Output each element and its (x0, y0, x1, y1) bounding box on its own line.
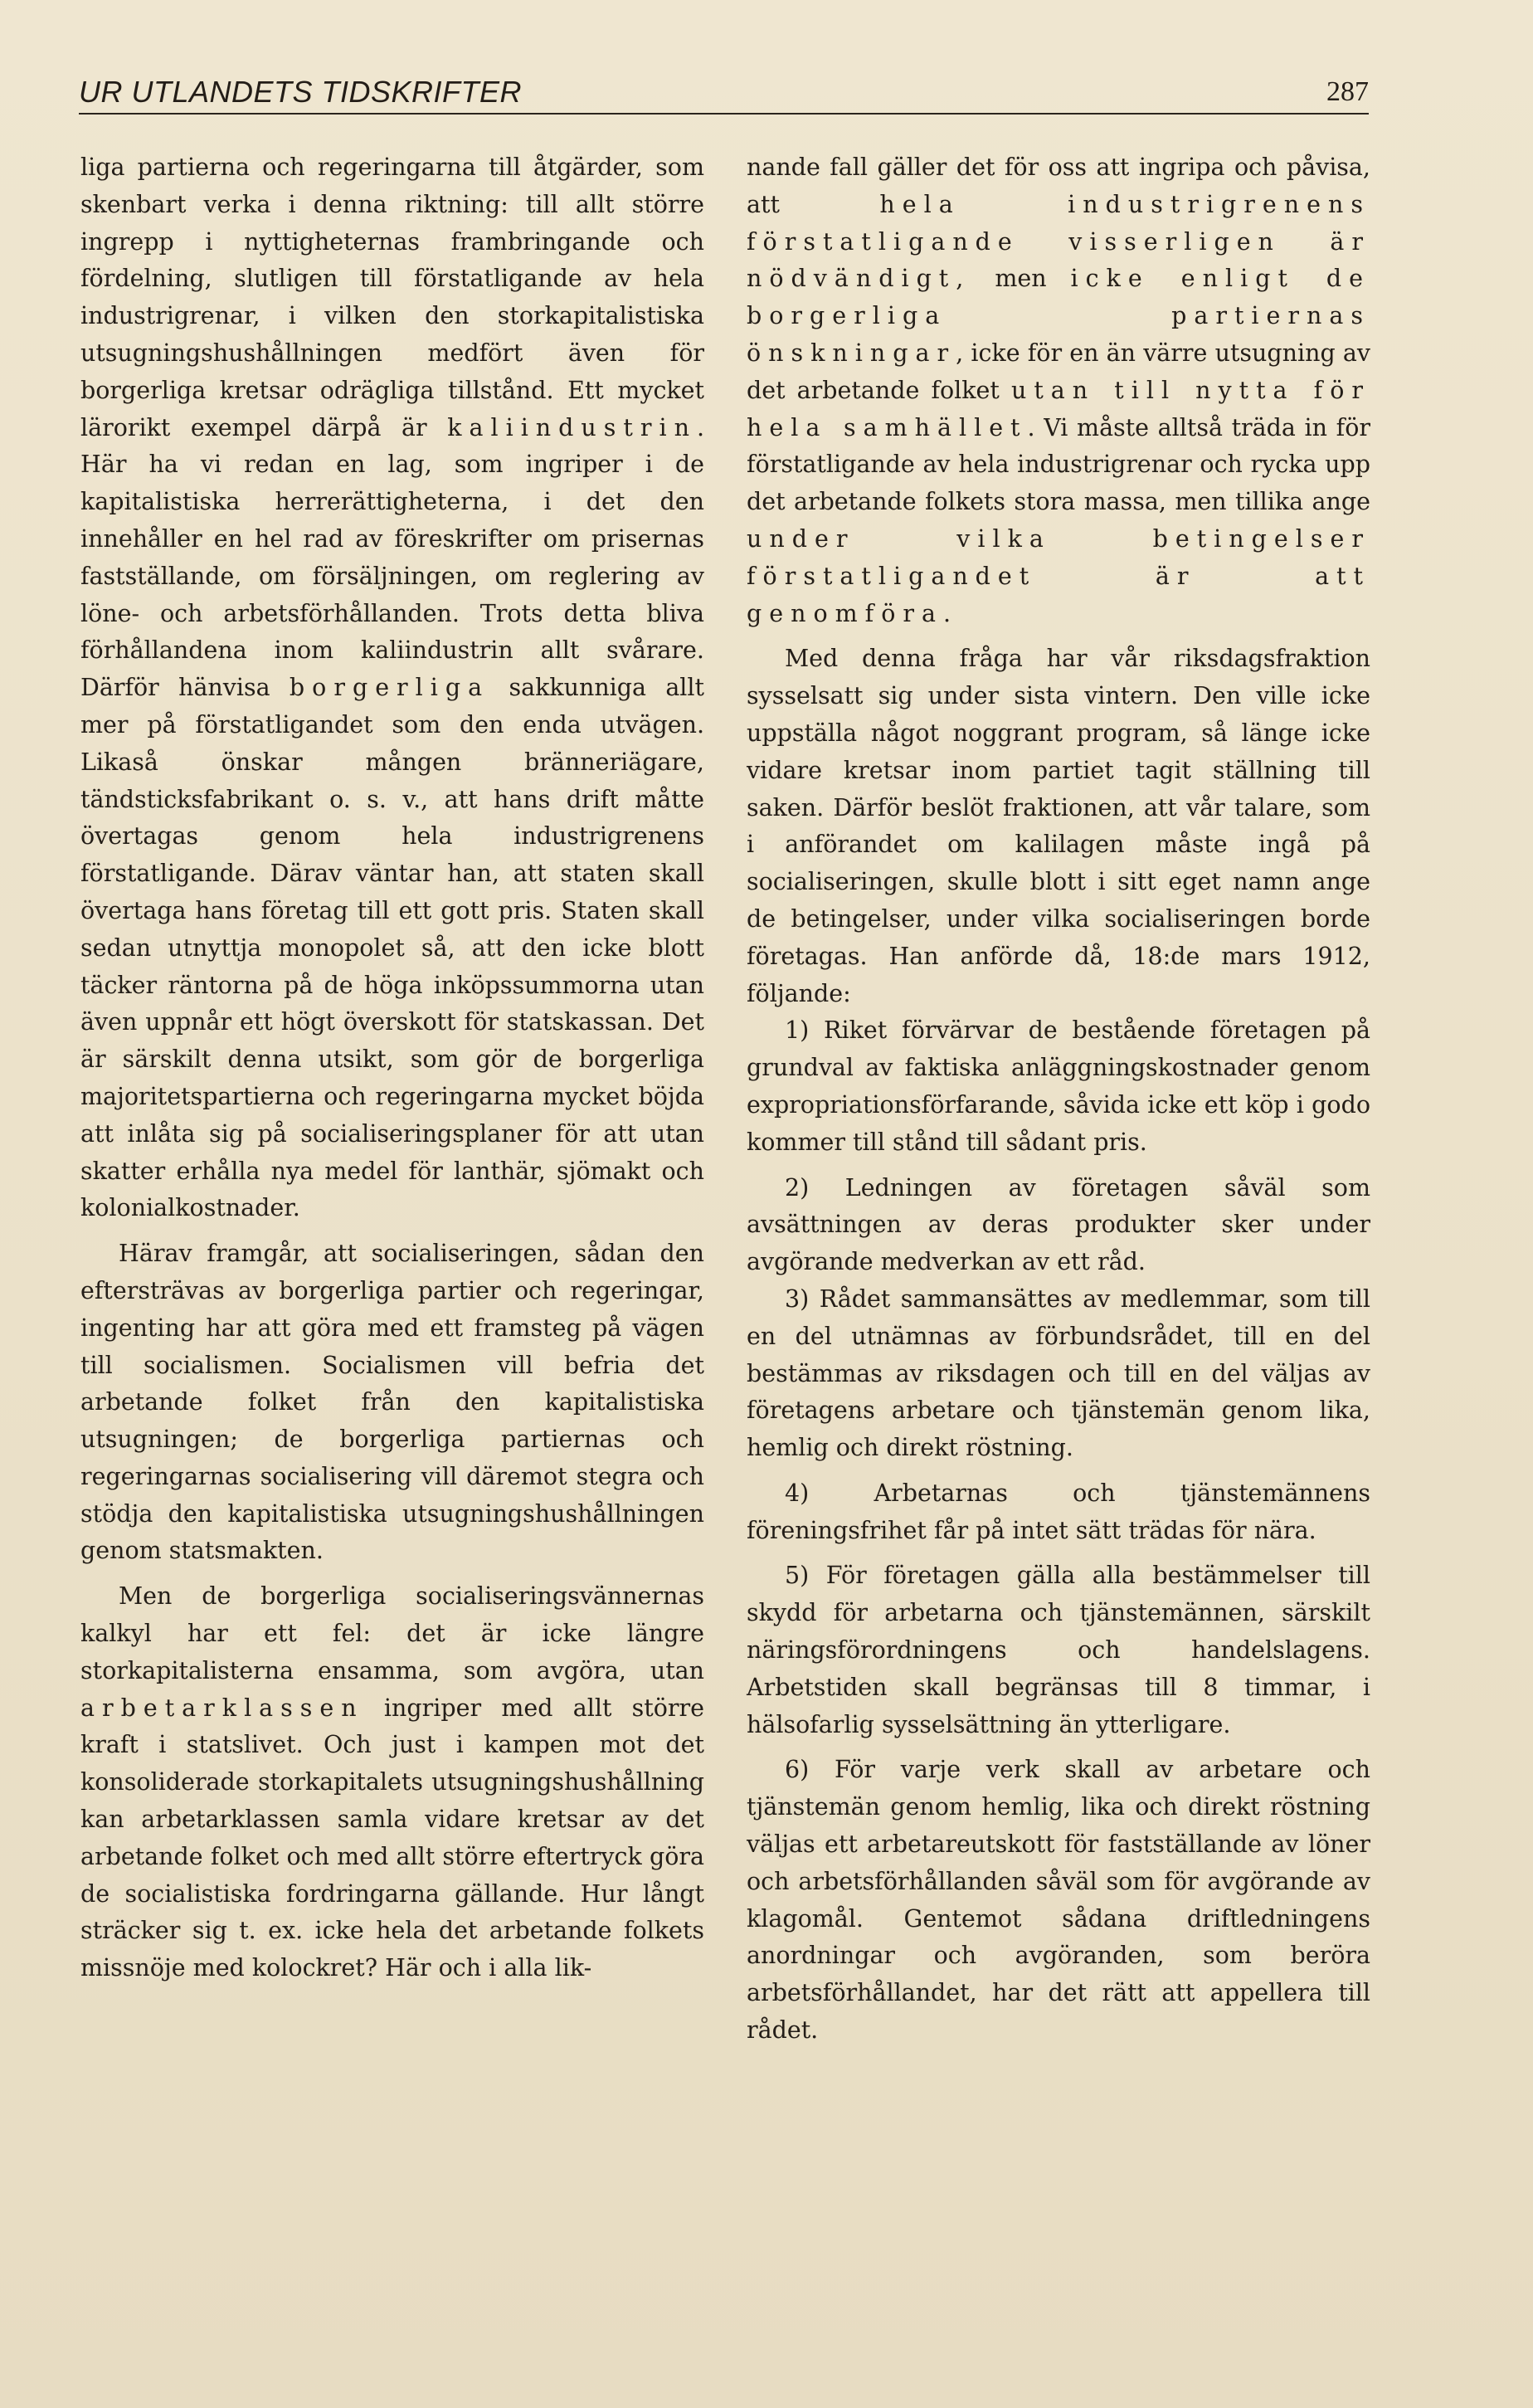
list-item: 1) Riket förvärvar de bestående företagen på grundval av faktiska anläggningskostnader genom expropriationsförfarande, såvida icke ett köp i godo kommer till stånd till sådant pris. (747, 1016, 1370, 1156)
paragraph: Med denna fråga har vår riksdagsfraktion sysselsatt sig under sista vintern. Den ville icke uppställa något noggrant program, så länge icke vidare kretsar inom partiet tagit ställning till saken. Därför beslöt fraktionen, att vår talare, som i anförandet om kalilagen måste ingå på socialiseringen, skulle blott i sitt eget namn ange de betingelser, under vilka socialiseringen borde företagas. Han anförde då, 18:de mars 1912, följande: (747, 645, 1370, 1007)
list-item: 3) Rådet sammansättes av medlemmar, som till en del utnämnas av förbundsrådet, till en del bestämmas av riksdagen och till en del väljas av företagens arbetare och tjänstemän genom lika, hemlig och direkt röstning. (747, 1284, 1370, 1462)
text-run: . (942, 599, 951, 627)
spaced-emphasis: borgerliga (289, 674, 490, 702)
text-run: sakkunniga allt mer på förstatligandet som den enda utvägen. Likaså önskar mången bränneriägare, tändsticksfabrikant o. s. v., att hans drift måtte övertagas genom hela industrigrenens förstatligande. Därav väntar han, att staten skall övertaga hans företag till ett gott pris. Staten skall sedan utnyttja monopolet så, att den icke blott täcker räntorna på de höga inköpssummorna utan även uppnår ett högt överskott för statskassan. Det är särskilt denna utsikt, som gör de borgerliga majoritetspartierna och regeringarna mycket böjda att inlåta sig på socialiseringsplaner för att utan skatter erhålla nya medel för lanthär, sjömakt och kolonialkostnader. (80, 674, 704, 1222)
text-run: . Vi måste alltså träda in för förstatligande av hela industrigrenar och rycka upp det arbetande folkets stora massa, men tillika ange (747, 413, 1370, 516)
spaced-emphasis: arbetarklassen (80, 1694, 364, 1722)
spaced-emphasis: hela industrigrenens förstatligande visserligen är nödvändigt, (747, 190, 1370, 293)
text-run: liga partierna och regeringarna till åtgärder, som skenbart verka i denna riktning: till allt större ingrepp i nyttigheternas frambringande och fördelning, slutligen till förstatligande av hela industrigrenar, i vilken den storkapitalistiska utsugningshushållningen medfört även för borgerliga kretsar odrägliga tillstånd. Ett mycket lärorikt exempel därpå är (80, 154, 704, 441)
paragraph (80, 149, 704, 1227)
spaced-emphasis: kaliindustrin (447, 413, 697, 441)
list-item: 5) För företagen gälla alla bestämmelser till skydd för arbetarna och tjänstemännen, särskilt näringsförordningens och handelslagens. Arbetstiden skall begränsas till 8 timmar, i hälsofarlig sysselsättning än ytterligare. (747, 1562, 1370, 1738)
page-number: 287 (1326, 76, 1369, 107)
text-run: Men de borgerliga socialiseringsvännernas kalkyl har ett fel: det är icke längre storkapitalisterna ensamma, som avgöra, utan (80, 1582, 704, 1684)
paragraph (80, 1578, 704, 1987)
paragraph (747, 149, 1370, 632)
text-run: . Här ha vi redan en lag, som ingriper i de kapitalistiska herrerättigheterna, i det den innehåller en hel rad av föreskrifter om prisernas fastställande, om försäljningen, om reglering av löne- och arbetsförhållanden. Trots detta bliva förhållandena inom kaliindustrin allt svårare. Därför hänvisa (80, 413, 704, 702)
spaced-emphasis: utan till nytta för hela samhället (747, 376, 1370, 441)
spaced-emphasis: icke enligt de borgerliga partiernas önskningar (747, 265, 1370, 367)
spaced-emphasis: under vilka betingelser förstatligandet är att genomföra (747, 524, 1370, 627)
text-run: nande fall gäller det för oss att ingripa och påvisa, att (747, 154, 1370, 218)
list-item: 4) Arbetarnas och tjänstemännens föreningsfrihet får på intet sätt trädas för nära. (747, 1479, 1370, 1544)
text-run: , icke för en än värre utsugning av det arbetande folket (747, 339, 1370, 404)
list-item: 2) Ledningen av företagen såväl som avsättningen av deras produkter sker under avgörande medverkan av ett råd. (747, 1173, 1370, 1276)
left-column (80, 149, 704, 1987)
running-head (79, 73, 1369, 115)
right-column (747, 149, 1370, 2050)
text-run: men (971, 265, 1071, 293)
list-item: 6) För varje verk skall av arbetare och tjänstemän genom hemlig, lika och direkt röstning väljas ett arbetareutskott för fastställande av löner och arbetsförhållanden såväl som för avgörande av klagomål. Gentemot sådana driftledningens anordningar och avgöranden, som beröra arbetsförhållandet, har det rätt att appellera till rådet. (747, 1756, 1370, 2045)
text-run: ingriper med allt större kraft i statslivet. Och just i kampen mot det konsoliderade storkapitalets utsugningshushållning kan arbetarklassen samla vidare kretsar av det arbetande folket och med allt större eftertryck göra de socialistiska fordringarna gällande. Hur långt sträcker sig t. ex. icke hela det arbetande folkets missnöje med kolockret? Här och i alla lik- (80, 1694, 704, 1982)
journal-title: UR UTLANDETS TIDSKRIFTER (79, 75, 523, 109)
paragraph: Härav framgår, att socialiseringen, sådan den eftersträvas av borgerliga partier och regeringar, ingenting har att göra med ett framsteg på vägen till socialismen. Socialismen vill befria det arbetande folket från den kapitalistiska utsugningen; de borgerliga partiernas och regeringarnas socialisering vill däremot stegra och stödja den kapitalistiska utsugningshushållningen genom statsmakten. (80, 1240, 704, 1565)
